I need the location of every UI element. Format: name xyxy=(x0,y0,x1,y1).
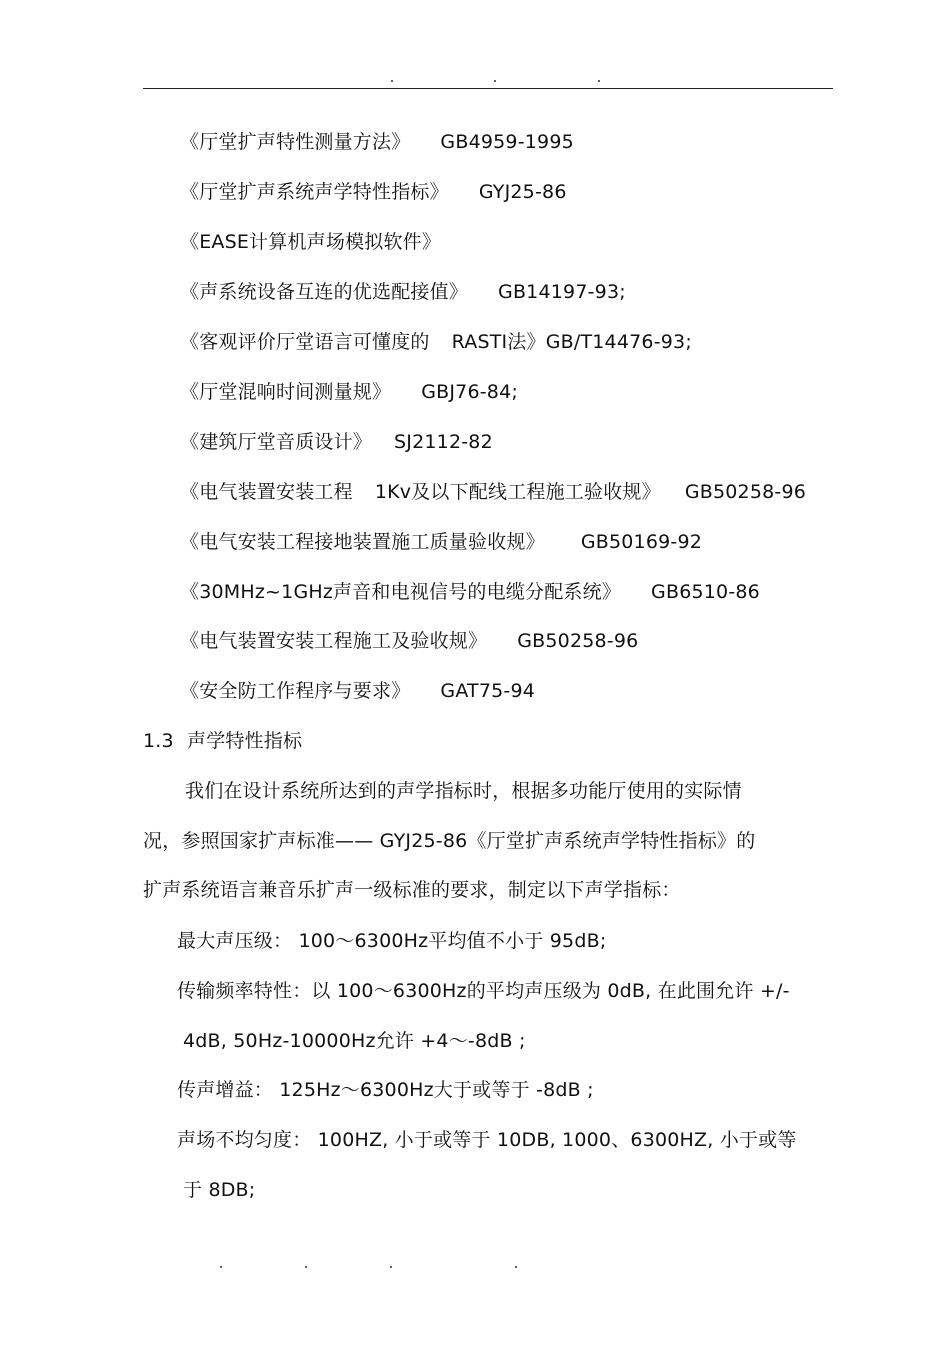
reference-code: GB6510-86 xyxy=(651,581,760,603)
section-number: 1.3 xyxy=(143,730,174,752)
reference-item xyxy=(180,480,806,504)
paragraph-line: 扩声系统语言兼音乐扩声一级标准的要求，制定以下声学指标： xyxy=(143,879,681,901)
reference-title: 《声系统设备互连的优选配接值》 xyxy=(180,281,469,303)
reference-item xyxy=(180,230,441,254)
indicator-uniformity: 声场不均匀度： 100HZ, 小于或等于 10DB, 1000、6300HZ, 小于或等 xyxy=(177,1129,797,1151)
footer-dots xyxy=(0,1262,950,1272)
reference-title: 《30MHz~1GHz声音和电视信号的电缆分配系统》 xyxy=(180,581,622,603)
footer-dot xyxy=(515,1266,517,1268)
reference-subtitle: 1Kv及以下配线工程施工验收规》 xyxy=(374,481,661,503)
reference-item xyxy=(180,130,574,154)
reference-item xyxy=(180,380,518,404)
indicator-uniformity-cont: 于 8DB; xyxy=(183,1179,256,1201)
footer-dot xyxy=(220,1266,222,1268)
reference-code: GB50169-92 xyxy=(580,531,703,553)
reference-item xyxy=(180,180,567,204)
indicator-frequency-response: 传输频率特性：以 100～6300Hz的平均声压级为 0dB, 在此围允许 +/- xyxy=(177,980,790,1002)
header-dot xyxy=(494,80,496,82)
reference-item xyxy=(180,629,638,653)
header-dots xyxy=(0,74,950,84)
reference-title: 《EASE计算机声场模拟软件》 xyxy=(180,231,442,253)
indicator-frequency-response-cont: 4dB, 50Hz-10000Hz允许 +4～-8dB ; xyxy=(183,1030,526,1052)
footer-dot xyxy=(390,1266,392,1268)
reference-item xyxy=(180,280,626,304)
reference-code: GB50258-96 xyxy=(684,481,807,503)
reference-item xyxy=(180,530,702,554)
indicator-gain: 传声增益： 125Hz～6300Hz大于或等于 -8dB ; xyxy=(177,1079,594,1101)
reference-code: GB50258-96 xyxy=(517,630,639,652)
reference-title: 《电气安装工程接地装置施工质量验收规》 xyxy=(180,531,545,553)
paragraph-line: 我们在设计系统所达到的声学指标时，根据多功能厅使用的实际情 xyxy=(185,780,742,802)
reference-title: 《电气装置安装工程施工及验收规》 xyxy=(180,630,488,652)
reference-title: 《厅堂扩声系统声学特性指标》 xyxy=(180,181,449,203)
reference-title: 《厅堂扩声特性测量方法》 xyxy=(180,131,411,153)
reference-title: 《电气装置安装工程 xyxy=(180,481,353,503)
reference-title: 《安全防工作程序与要求》 xyxy=(180,680,411,702)
reference-code: GAT75-94 xyxy=(440,680,536,702)
reference-title: 《建筑厅堂音质设计》 xyxy=(180,431,373,453)
section-title: 声学特性指标 xyxy=(187,730,303,752)
reference-title: 《客观评价厅堂语言可懂度的 xyxy=(180,331,430,353)
header-dot xyxy=(598,80,600,82)
paragraph-line: 况，参照国家扩声标准—— GYJ25-86《厅堂扩声系统声学特性指标》的 xyxy=(143,830,756,852)
footer-dot xyxy=(305,1266,307,1268)
reference-code: GBJ76-84; xyxy=(421,381,518,403)
reference-code: GB4959-1995 xyxy=(440,131,574,153)
indicator-max-spl: 最大声压级： 100～6300Hz平均值不小于 95dB; xyxy=(177,930,607,952)
reference-item xyxy=(180,580,760,604)
reference-item xyxy=(180,330,692,354)
reference-item xyxy=(180,430,493,454)
reference-code: GB14197-93; xyxy=(498,281,626,303)
reference-code: RASTI法》GB/T14476-93; xyxy=(451,331,692,353)
header-dot xyxy=(391,80,393,82)
reference-item xyxy=(180,679,535,703)
reference-title: 《厅堂混响时间测量规》 xyxy=(180,381,392,403)
section-heading xyxy=(143,729,302,753)
reference-code: GYJ25-86 xyxy=(478,181,567,203)
reference-code: SJ2112-82 xyxy=(394,431,493,453)
header-rule xyxy=(143,88,833,89)
